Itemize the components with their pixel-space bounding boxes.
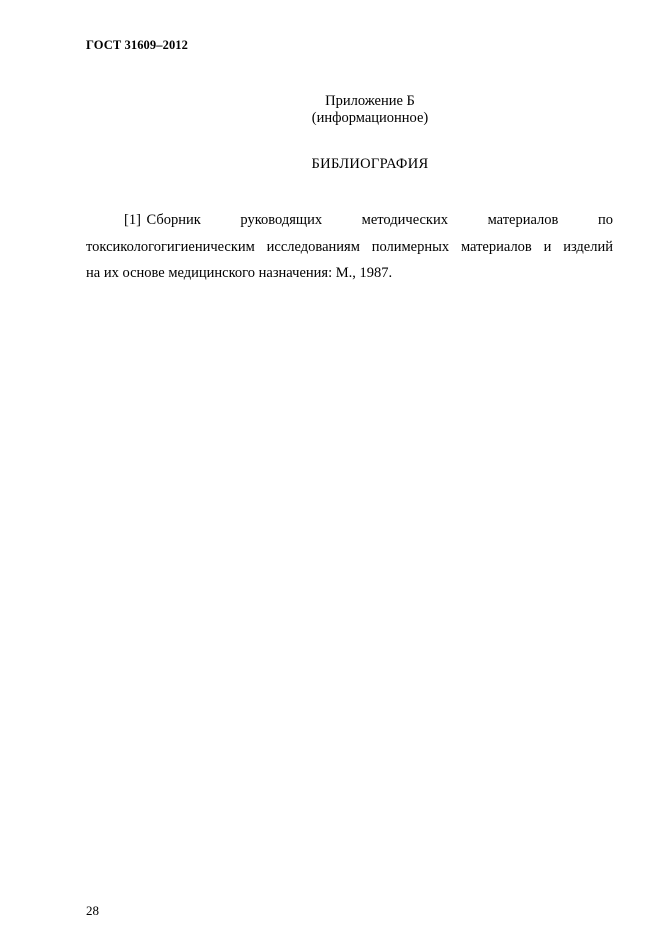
bibliography-entry-line-2: токсикологогигиеническим исследованиям полимерных материалов и изделий [86, 238, 613, 255]
bibliography-entry-first-word-group [124, 207, 201, 234]
entry-word: материалов [487, 212, 559, 228]
bibliography-entry-line-1 [86, 207, 613, 234]
page-number: 28 [86, 903, 99, 918]
appendix-title: Приложение Б [325, 93, 415, 109]
entry-word: Сборник [146, 212, 201, 228]
bibliography-heading: БИБЛИОГРАФИЯ [311, 156, 429, 172]
bibliography-entry [86, 207, 613, 287]
appendix-type: (информационное) [311, 110, 429, 126]
entry-word: руководящих [240, 212, 323, 228]
reference-number: [1] [124, 212, 141, 228]
bibliography-list [86, 207, 613, 287]
bibliography-entry-line-3: на их основе медицинского назначения: М., 1987. [86, 265, 393, 281]
entry-word: методических [361, 212, 448, 228]
entry-word: по [597, 212, 613, 228]
document-standard-code: ГОСТ 31609–2012 [86, 38, 189, 52]
